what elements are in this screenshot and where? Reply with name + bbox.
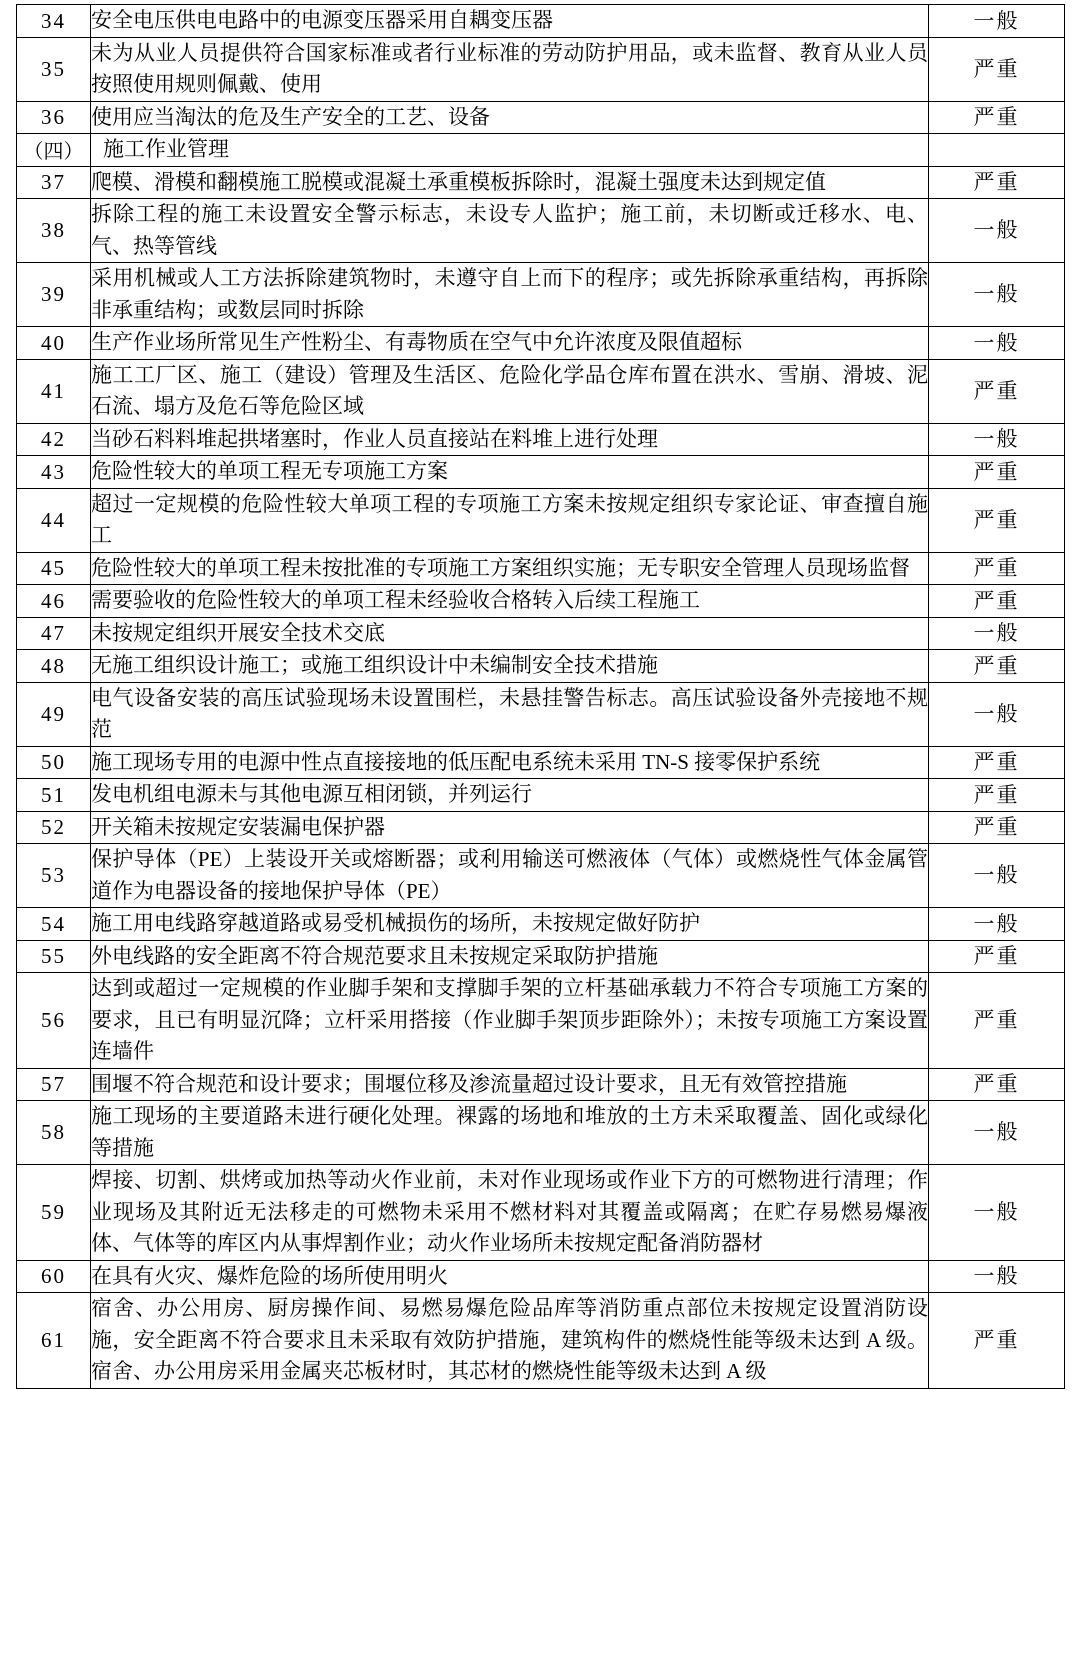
row-description: 焊接、切割、烘烤或加热等动火作业前，未对作业现场或作业下方的可燃物进行清理；作业现场及其附近无法移走的可燃物未采用不燃材料对其覆盖或隔离；在贮存易燃易爆液体、气体等的库区内从事焊割作业；动火作业场所未按规定配备消防器材 bbox=[91, 1165, 929, 1261]
row-level: 严重 bbox=[929, 779, 1065, 812]
section-level bbox=[929, 134, 1065, 167]
row-level: 一般 bbox=[929, 199, 1065, 263]
row-number: 42 bbox=[17, 423, 91, 456]
table-row bbox=[17, 456, 1065, 489]
row-description: 安全电压供电电路中的电源变压器采用自耦变压器 bbox=[91, 5, 929, 38]
row-number: 50 bbox=[17, 746, 91, 779]
row-number: 45 bbox=[17, 552, 91, 585]
row-description: 危险性较大的单项工程未按批准的专项施工方案组织实施；无专职安全管理人员现场监督 bbox=[91, 552, 929, 585]
table-row bbox=[17, 650, 1065, 683]
table-row bbox=[17, 101, 1065, 134]
row-level: 严重 bbox=[929, 1293, 1065, 1389]
row-number: 59 bbox=[17, 1165, 91, 1261]
table-row bbox=[17, 1293, 1065, 1389]
row-level: 一般 bbox=[929, 682, 1065, 746]
row-level: 一般 bbox=[929, 1101, 1065, 1165]
row-level: 严重 bbox=[929, 37, 1065, 101]
row-description: 危险性较大的单项工程无专项施工方案 bbox=[91, 456, 929, 489]
table-body bbox=[17, 5, 1065, 1389]
table-row bbox=[17, 585, 1065, 618]
table-row bbox=[17, 1068, 1065, 1101]
row-description: 需要验收的危险性较大的单项工程未经验收合格转入后续工程施工 bbox=[91, 585, 929, 618]
row-number: 48 bbox=[17, 650, 91, 683]
section-number: （四） bbox=[17, 134, 91, 167]
table-row bbox=[17, 359, 1065, 423]
row-number: 54 bbox=[17, 908, 91, 941]
row-number: 52 bbox=[17, 811, 91, 844]
row-number: 51 bbox=[17, 779, 91, 812]
row-level: 一般 bbox=[929, 5, 1065, 38]
row-description: 未按规定组织开展安全技术交底 bbox=[91, 617, 929, 650]
row-description: 达到或超过一定规模的作业脚手架和支撑脚手架的立杆基础承载力不符合专项施工方案的要求，且已有明显沉降；立杆采用搭接（作业脚手架顶步距除外）；未按专项施工方案设置连墙件 bbox=[91, 973, 929, 1069]
row-level: 严重 bbox=[929, 973, 1065, 1069]
row-description: 施工用电线路穿越道路或易受机械损伤的场所，未按规定做好防护 bbox=[91, 908, 929, 941]
row-description: 生产作业场所常见生产性粉尘、有毒物质在空气中允许浓度及限值超标 bbox=[91, 327, 929, 360]
row-number: 57 bbox=[17, 1068, 91, 1101]
table-row bbox=[17, 746, 1065, 779]
table-row bbox=[17, 682, 1065, 746]
table-row bbox=[17, 37, 1065, 101]
row-number: 49 bbox=[17, 682, 91, 746]
table-section-row bbox=[17, 134, 1065, 167]
table-row bbox=[17, 617, 1065, 650]
row-number: 36 bbox=[17, 101, 91, 134]
row-description: 施工工厂区、施工（建设）管理及生活区、危险化学品仓库布置在洪水、雪崩、滑坡、泥石流、塌方及危石等危险区域 bbox=[91, 359, 929, 423]
row-level: 严重 bbox=[929, 456, 1065, 489]
table-row bbox=[17, 488, 1065, 552]
row-number: 55 bbox=[17, 940, 91, 973]
row-number: 56 bbox=[17, 973, 91, 1069]
table-row bbox=[17, 263, 1065, 327]
row-level: 严重 bbox=[929, 1068, 1065, 1101]
table-row bbox=[17, 908, 1065, 941]
row-description: 电气设备安装的高压试验现场未设置围栏，未悬挂警告标志。高压试验设备外壳接地不规范 bbox=[91, 682, 929, 746]
row-number: 40 bbox=[17, 327, 91, 360]
table-row bbox=[17, 1165, 1065, 1261]
table-row bbox=[17, 811, 1065, 844]
row-description: 保护导体（PE）上装设开关或熔断器；或利用输送可燃液体（气体）或燃烧性气体金属管道作为电器设备的接地保护导体（PE） bbox=[91, 844, 929, 908]
row-level: 严重 bbox=[929, 552, 1065, 585]
row-level: 一般 bbox=[929, 263, 1065, 327]
risk-inspection-table bbox=[16, 4, 1065, 1389]
row-level: 一般 bbox=[929, 327, 1065, 360]
row-description: 超过一定规模的危险性较大单项工程的专项施工方案未按规定组织专家论证、审查擅自施工 bbox=[91, 488, 929, 552]
row-number: 38 bbox=[17, 199, 91, 263]
row-level: 严重 bbox=[929, 101, 1065, 134]
row-level: 严重 bbox=[929, 359, 1065, 423]
row-number: 34 bbox=[17, 5, 91, 38]
row-level: 一般 bbox=[929, 617, 1065, 650]
table-row bbox=[17, 973, 1065, 1069]
row-level: 严重 bbox=[929, 650, 1065, 683]
table-row bbox=[17, 199, 1065, 263]
row-description: 拆除工程的施工未设置安全警示标志，未设专人监护；施工前，未切断或迁移水、电、气、热等管线 bbox=[91, 199, 929, 263]
row-number: 53 bbox=[17, 844, 91, 908]
row-number: 46 bbox=[17, 585, 91, 618]
table-row bbox=[17, 5, 1065, 38]
table-row bbox=[17, 552, 1065, 585]
row-description: 使用应当淘汰的危及生产安全的工艺、设备 bbox=[91, 101, 929, 134]
table-row bbox=[17, 166, 1065, 199]
row-description: 宿舍、办公用房、厨房操作间、易燃易爆危险品库等消防重点部位未按规定设置消防设施，安全距离不符合要求且未采取有效防护措施，建筑构件的燃烧性能等级未达到 A 级。宿舍、办公用房采用金属夹芯板材时，其芯材的燃烧性能等级未达到 A 级 bbox=[91, 1293, 929, 1389]
row-level: 一般 bbox=[929, 844, 1065, 908]
row-level: 一般 bbox=[929, 1260, 1065, 1293]
table-row bbox=[17, 779, 1065, 812]
table-row bbox=[17, 1101, 1065, 1165]
table-row bbox=[17, 327, 1065, 360]
row-level: 一般 bbox=[929, 1165, 1065, 1261]
row-description: 施工现场专用的电源中性点直接接地的低压配电系统未采用 TN-S 接零保护系统 bbox=[91, 746, 929, 779]
table-row bbox=[17, 844, 1065, 908]
row-number: 43 bbox=[17, 456, 91, 489]
row-number: 41 bbox=[17, 359, 91, 423]
row-number: 35 bbox=[17, 37, 91, 101]
row-level: 一般 bbox=[929, 423, 1065, 456]
row-number: 61 bbox=[17, 1293, 91, 1389]
table-row bbox=[17, 940, 1065, 973]
row-description: 无施工组织设计施工；或施工组织设计中未编制安全技术措施 bbox=[91, 650, 929, 683]
row-description: 施工现场的主要道路未进行硬化处理。裸露的场地和堆放的土方未采取覆盖、固化或绿化等措施 bbox=[91, 1101, 929, 1165]
row-number: 37 bbox=[17, 166, 91, 199]
row-level: 严重 bbox=[929, 488, 1065, 552]
section-title: 施工作业管理 bbox=[91, 134, 929, 167]
row-number: 60 bbox=[17, 1260, 91, 1293]
row-number: 39 bbox=[17, 263, 91, 327]
row-level: 一般 bbox=[929, 908, 1065, 941]
row-description: 在具有火灾、爆炸危险的场所使用明火 bbox=[91, 1260, 929, 1293]
table-row bbox=[17, 423, 1065, 456]
row-description: 未为从业人员提供符合国家标准或者行业标准的劳动防护用品，或未监督、教育从业人员按照使用规则佩戴、使用 bbox=[91, 37, 929, 101]
row-number: 47 bbox=[17, 617, 91, 650]
row-description: 爬模、滑模和翻模施工脱模或混凝土承重模板拆除时，混凝土强度未达到规定值 bbox=[91, 166, 929, 199]
table-row bbox=[17, 1260, 1065, 1293]
row-description: 外电线路的安全距离不符合规范要求且未按规定采取防护措施 bbox=[91, 940, 929, 973]
row-level: 严重 bbox=[929, 585, 1065, 618]
row-level: 严重 bbox=[929, 940, 1065, 973]
row-level: 严重 bbox=[929, 746, 1065, 779]
row-description: 当砂石料料堆起拱堵塞时，作业人员直接站在料堆上进行处理 bbox=[91, 423, 929, 456]
row-description: 开关箱未按规定安装漏电保护器 bbox=[91, 811, 929, 844]
row-level: 严重 bbox=[929, 811, 1065, 844]
row-number: 58 bbox=[17, 1101, 91, 1165]
row-description: 发电机组电源未与其他电源互相闭锁，并列运行 bbox=[91, 779, 929, 812]
row-description: 围堰不符合规范和设计要求；围堰位移及渗流量超过设计要求，且无有效管控措施 bbox=[91, 1068, 929, 1101]
row-description: 采用机械或人工方法拆除建筑物时，未遵守自上而下的程序；或先拆除承重结构，再拆除非承重结构；或数层同时拆除 bbox=[91, 263, 929, 327]
row-number: 44 bbox=[17, 488, 91, 552]
row-level: 严重 bbox=[929, 166, 1065, 199]
